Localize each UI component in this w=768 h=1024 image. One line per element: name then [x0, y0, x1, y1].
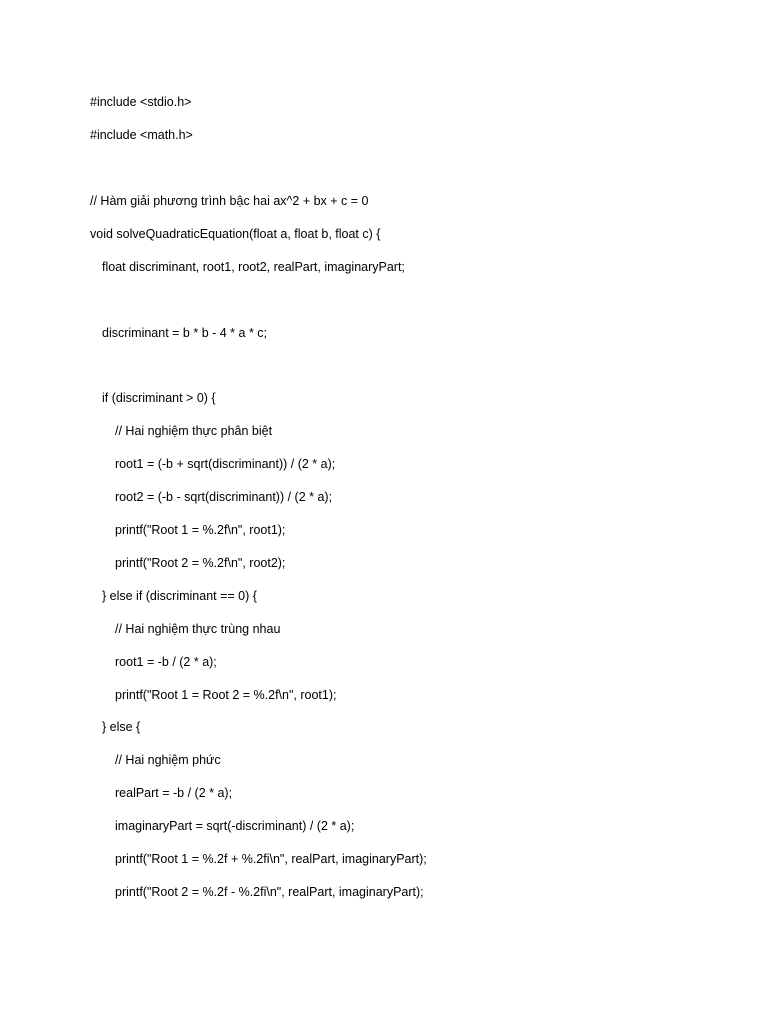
code-line-printf-root2: printf("Root 2 = %.2f\n", root2); [115, 556, 286, 570]
code-line-declarations: float discriminant, root1, root2, realPart, imaginaryPart; [102, 260, 405, 274]
code-line-comment-distinct: // Hai nghiệm thực phân biệt [115, 424, 273, 438]
code-line-printf-complex-root2: printf("Root 2 = %.2f - %.2fi\n", realPart, imaginaryPart); [115, 885, 424, 899]
code-line-root1-single: root1 = -b / (2 * a); [115, 655, 217, 669]
code-line-comment-function: // Hàm giải phương trình bậc hai ax^2 + bx + c = 0 [90, 194, 369, 208]
code-line-imaginary-part: imaginaryPart = sqrt(-discriminant) / (2 * a); [115, 819, 355, 833]
code-line-comment-repeated: // Hai nghiệm thực trùng nhau [115, 622, 281, 636]
code-line-function-signature: void solveQuadraticEquation(float a, float b, float c) { [90, 227, 381, 241]
code-line-if-positive: if (discriminant > 0) { [102, 391, 216, 405]
code-line-printf-complex-root1: printf("Root 1 = %.2f + %.2fi\n", realPart, imaginaryPart); [115, 852, 427, 866]
code-line-real-part: realPart = -b / (2 * a); [115, 786, 233, 800]
code-line-root2-minus: root2 = (-b - sqrt(discriminant)) / (2 * a); [115, 490, 333, 504]
code-line-else: } else { [102, 720, 141, 734]
code-line-else-if-zero: } else if (discriminant == 0) { [102, 589, 257, 603]
code-line-include-stdio: #include <stdio.h> [90, 95, 192, 109]
code-line-comment-complex: // Hai nghiệm phức [115, 753, 221, 767]
code-line-printf-equal-roots: printf("Root 1 = Root 2 = %.2f\n", root1); [115, 688, 337, 702]
code-line-discriminant: discriminant = b * b - 4 * a * c; [102, 326, 268, 340]
code-line-printf-root1: printf("Root 1 = %.2f\n", root1); [115, 523, 286, 537]
code-line-root1-plus: root1 = (-b + sqrt(discriminant)) / (2 * a); [115, 457, 336, 471]
code-line-include-math: #include <math.h> [90, 128, 193, 142]
